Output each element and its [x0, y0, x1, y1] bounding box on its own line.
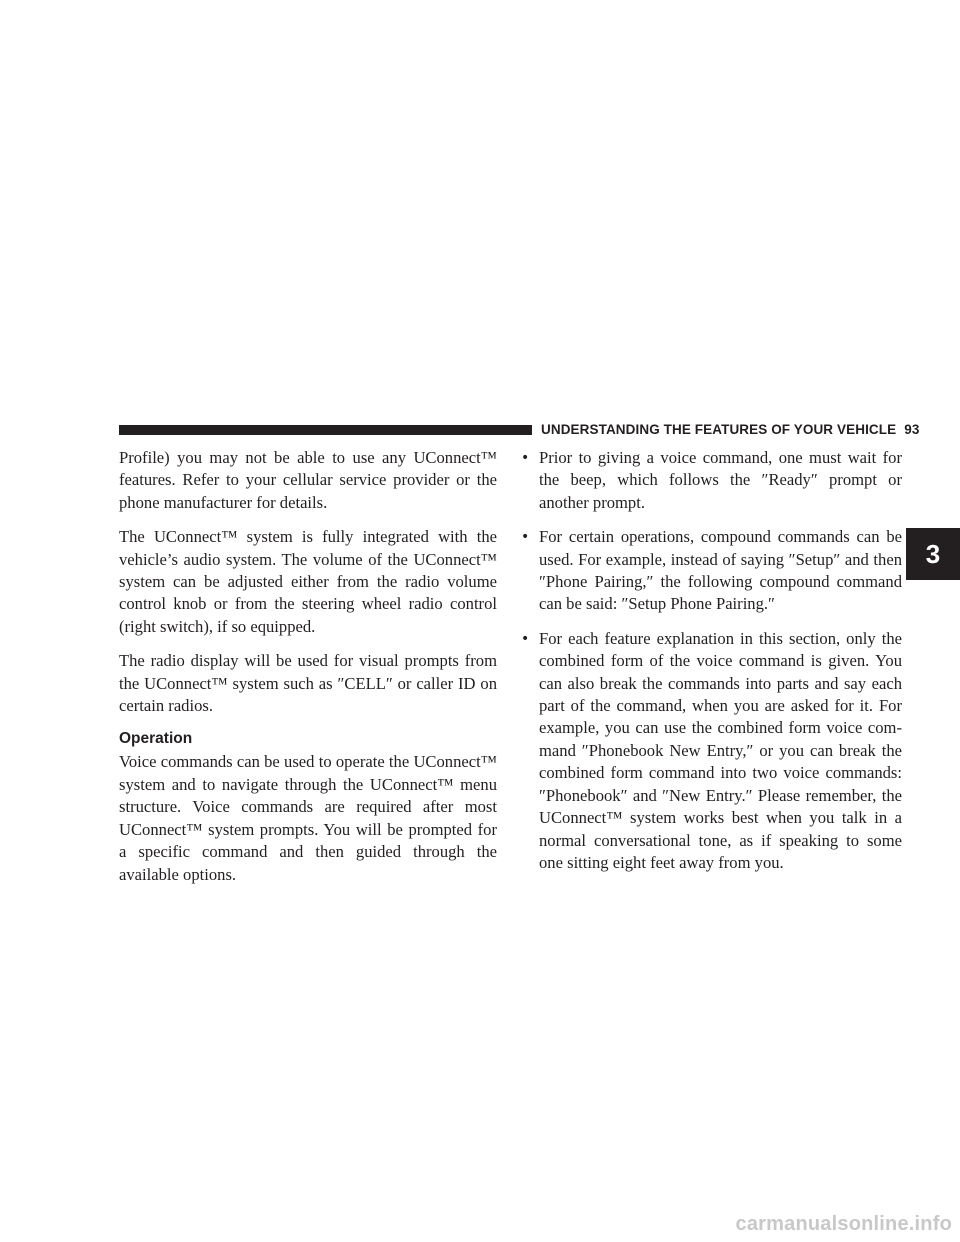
bullet-icon: • — [521, 450, 530, 466]
list-item — [521, 526, 902, 616]
section-heading-operation: Operation — [119, 730, 193, 748]
running-header — [541, 421, 919, 439]
list-item — [521, 628, 902, 874]
bullet-icon: • — [521, 630, 530, 647]
right-column — [521, 447, 902, 886]
bullet-icon: • — [521, 529, 530, 546]
paragraph-radio-display: The radio display will be used for visual prompts from the UConnect™ system such as ″CELL″ or caller ID on certain radios. — [119, 651, 497, 716]
header-rule — [119, 425, 532, 435]
list-item-text: For certain operations, compound commands can be used. For example, instead of saying ″Setup″ and then ″Phone Pairing,″ the following compound command can be said: ″Setup Phone Pairing.″ — [539, 527, 902, 614]
paragraph-operation: Voice commands can be used to operate the UConnect™ system and to navigate through the UConnect™ menu structure. Voice commands are required after most UConnect™ system prompts. You will be prompted for a specific command and then guided through the available options. — [119, 752, 497, 884]
list-item — [521, 447, 902, 514]
header-title: UNDERSTANDING THE FEATURES OF YOUR VEHICLE — [541, 422, 897, 437]
paragraph-profile: Profile) you may not be able to use any UConnect™ features. Refer to your cellular service provider or the phone manufacturer for details. — [119, 448, 497, 512]
list-item-text: Prior to giving a voice command, one must wait for the beep, which follows the ″Ready″ prompt or another prompt. — [539, 448, 902, 512]
chapter-tab: 3 — [906, 528, 960, 580]
page-number: 93 — [904, 422, 920, 437]
bullet-list — [521, 447, 902, 874]
list-item-text: For each feature explanation in this section, only the combined form of the voice command is given. You can also break the commands into parts and say each part of the command, when you are asked for it. For example, you can use the combined form voice com- mand ″Phonebook New Entry,″ or you can break the combined form command into two voice commands: ″Phonebook″ and ″New Entry.″ Please remember, the UConnect™ system works best when you talk in a normal conversational tone, as if speaking to some one sitting eight feet away from you. — [539, 628, 902, 872]
paragraph-integration: The UConnect™ system is fully integrated with the vehicle’s audio system. The volume of the UConnect™ system can be adjusted either from the radio volume control knob or from the steering wheel radio control (right switch), if so equipped. — [119, 527, 497, 636]
watermark: carmanualsonline.info — [735, 1213, 952, 1235]
left-column — [119, 447, 497, 898]
